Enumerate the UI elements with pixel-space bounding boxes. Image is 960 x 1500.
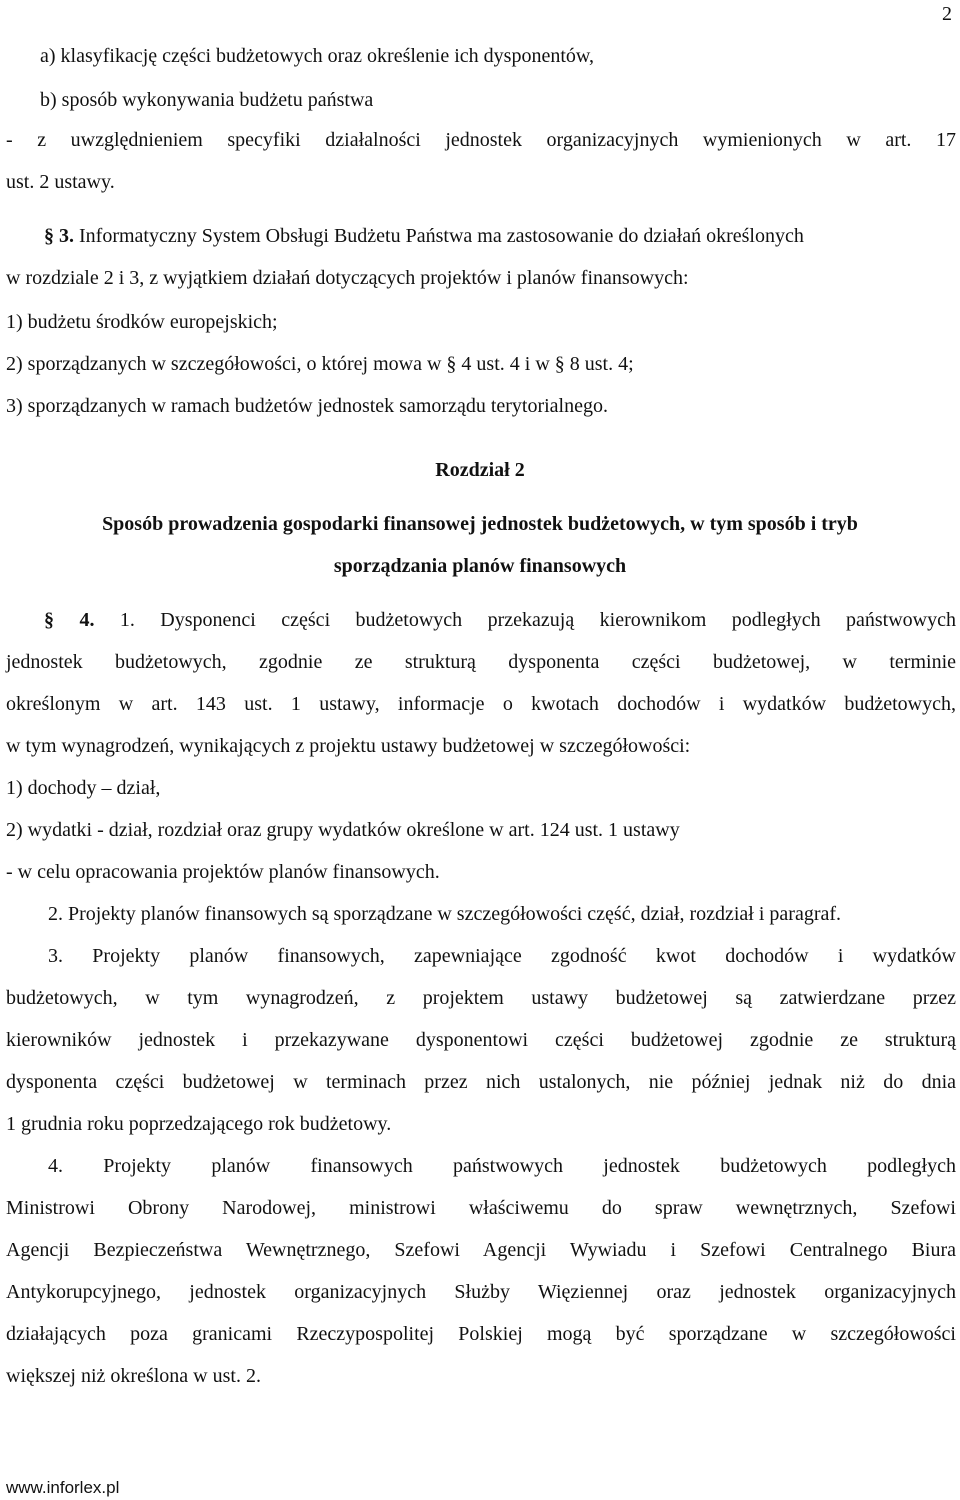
- paragraph-4-item-2: 2) wydatki - dział, rozdział oraz grupy wydatków określone w art. 124 ust. 1 ustawy: [6, 819, 680, 841]
- paragraph-4-ust-3-line-3: kierowników jednostek i przekazywane dysponentowi części budżetowej zgodnie ze strukturą: [6, 1029, 956, 1051]
- section-symbol: §: [44, 609, 54, 631]
- section-number: 4.: [79, 609, 95, 631]
- paragraph-4-ust-2: 2. Projekty planów finansowych są sporządzane w szczegółowości część, dział, rozdział i paragraf.: [48, 903, 842, 925]
- paragraph-4-ust-4-line-5: działających poza granicami Rzeczypospolitej Polskiej mogą być sporządzane w szczegółowości: [6, 1323, 956, 1345]
- paragraph-4-first-line: [44, 608, 956, 632]
- chapter-title-line-2: sporządzania planów finansowych: [333, 555, 627, 577]
- paragraph-4-ust-3-line-2: budżetowych, w tym wynagrodzeń, z projektem ustawy budżetowej są zatwierdzane przez: [6, 987, 956, 1009]
- chapter-title-line-1: Sposób prowadzenia gospodarki finansowej jednostek budżetowych, w tym sposób i tryb: [102, 513, 858, 535]
- paragraph-4-ust-4-line-1: 4. Projekty planów finansowych państwowych jednostek budżetowych podległych: [48, 1155, 956, 1177]
- section-symbol: §: [44, 225, 54, 247]
- paragraph-4-line-3: określonym w art. 143 ust. 1 ustawy, informacje o kwotach dochodów i wydatków budżetowych,: [6, 693, 956, 715]
- paragraph-4-ust-4-line-6: większej niż określona w ust. 2.: [6, 1365, 261, 1387]
- paragraph-3-item-2: [6, 352, 956, 376]
- paragraph-3-first-line: [44, 224, 960, 248]
- intro-line-1: - z uwzględnieniem specyfiki działalności jednostek organizacyjnych wymienionych w art. 17: [6, 129, 956, 151]
- paragraph-3-item-3: 3) sporządzanych w ramach budżetów jednostek samorządu terytorialnego.: [6, 395, 608, 417]
- paragraph-4-ust-3-line-1: 3. Projekty planów finansowych, zapewniające zgodność kwot dochodów i wydatków: [48, 945, 956, 967]
- section-symbol: §: [446, 353, 457, 375]
- paragraph-4-ust-4-line-4: Antykorupcyjnego, jednostek organizacyjnych Służby Więziennej oraz jednostek organizacyjnych: [6, 1281, 956, 1303]
- paragraph-4-tail: - w celu opracowania projektów planów finansowych.: [6, 861, 440, 883]
- item-2-text-b: 4 ust. 4 i w: [461, 353, 550, 375]
- paragraph-4-ust-3-line-5: 1 grudnia roku poprzedzającego rok budżetowy.: [6, 1113, 392, 1135]
- paragraph-4-line-4: w tym wynagrodzeń, wynikających z projektu ustawy budżetowej w szczegółowości:: [6, 735, 691, 757]
- footer-url[interactable]: www.inforlex.pl: [6, 1478, 120, 1497]
- paragraph-4-ust-4-line-2: Ministrowi Obrony Narodowej, ministrowi właściwemu do spraw wewnętrznych, Szefowi: [6, 1197, 956, 1219]
- section-number: 3.: [59, 225, 74, 247]
- paragraph-3-line-2: w rozdziale 2 i 3, z wyjątkiem działań dotyczących projektów i planów finansowych:: [6, 267, 689, 289]
- list-item-a: a) klasyfikację części budżetowych oraz określenie ich dysponentów,: [40, 45, 595, 67]
- paragraph-4-line-2: jednostek budżetowych, zgodnie ze strukturą dysponenta części budżetowej, w terminie: [6, 651, 956, 673]
- chapter-heading: Rozdział 2: [435, 459, 525, 481]
- item-2-text-c: 8 ust. 4;: [569, 353, 634, 375]
- paragraph-4-ust-4-line-3: Agencji Bezpieczeństwa Wewnętrznego, Szefowi Agencji Wywiadu i Szefowi Centralnego Biura: [6, 1239, 956, 1261]
- intro-line-2: ust. 2 ustawy.: [6, 171, 115, 193]
- paragraph-4-ust-3-line-4: dysponenta części budżetowej w terminach przez nich ustalonych, nie później jednak niż do dnia: [6, 1071, 956, 1093]
- page-number: 2: [942, 3, 952, 25]
- paragraph-4-item-1: 1) dochody – dział,: [6, 777, 161, 799]
- paragraph-3-item-1: 1) budżetu środków europejskich;: [6, 311, 278, 333]
- paragraph-3-text: Informatyczny System Obsługi Budżetu Państwa ma zastosowanie do działań określonych: [79, 225, 804, 247]
- section-symbol: §: [554, 353, 565, 375]
- list-item-b: b) sposób wykonywania budżetu państwa: [40, 89, 374, 111]
- item-2-text-a: 2) sporządzanych w szczegółowości, o której mowa w: [6, 353, 442, 375]
- paragraph-4-text: 1. Dysponenci części budżetowych przekazują kierownikom podległych państwowych: [119, 609, 957, 631]
